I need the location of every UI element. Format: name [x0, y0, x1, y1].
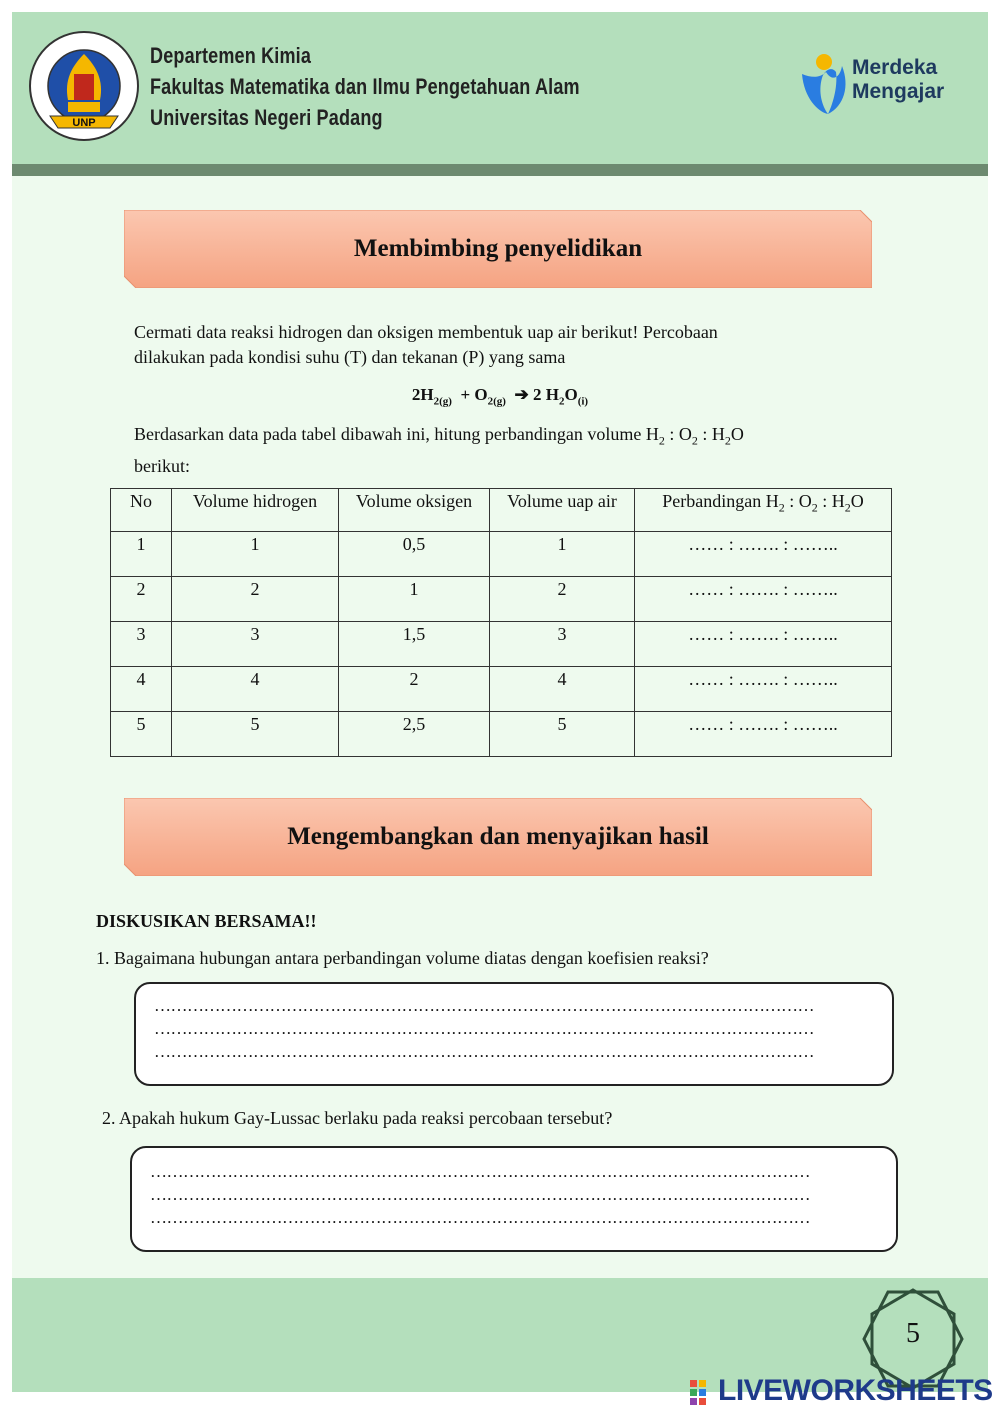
cell-no: 3 — [111, 622, 172, 667]
cell-oxygen: 2,5 — [339, 712, 490, 757]
cell-no: 4 — [111, 667, 172, 712]
q-part-b: : O — [664, 424, 692, 444]
cell-vapor: 2 — [490, 577, 635, 622]
question-2: 2. Apakah hukum Gay-Lussac berlaku pada reaksi percobaan tersebut? — [102, 1108, 613, 1128]
col-vapor: Volume uap air — [490, 489, 635, 532]
ratio-sub-1: 2 — [778, 500, 785, 515]
cell-hydrogen: 5 — [172, 712, 339, 757]
volume-table — [110, 488, 892, 757]
answer-line: ………………………………………………………………………………………………………… — [154, 996, 814, 1015]
header-divider — [12, 164, 988, 176]
cell-hydrogen: 1 — [172, 532, 339, 577]
liveworksheets-logo-icon — [690, 1378, 716, 1406]
cell-ratio-answer[interactable]: …… : ……. : …….. — [635, 622, 892, 667]
section-title: Mengembangkan dan menyajikan hasil — [287, 823, 709, 850]
ratio-h-c: : H — [817, 491, 845, 511]
col-no: No — [111, 489, 172, 532]
cell-oxygen: 1 — [339, 577, 490, 622]
institution-name — [150, 40, 580, 133]
eq-o2: + O — [460, 385, 488, 404]
header — [12, 12, 988, 164]
cell-oxygen: 0,5 — [339, 532, 490, 577]
eq-sub-2: 2(g) — [487, 395, 506, 408]
reaction-equation — [12, 385, 988, 407]
brand-line-2: Mengajar — [852, 80, 945, 103]
ratio-sub-3: 2 — [844, 500, 851, 515]
page — [12, 12, 988, 1392]
intro-text — [134, 320, 718, 370]
cell-vapor: 1 — [490, 532, 635, 577]
cell-vapor: 3 — [490, 622, 635, 667]
department-line: Departemen Kimia — [150, 43, 312, 68]
faculty-line: Fakultas Matematika dan Ilmu Pengetahuan Alam — [150, 74, 580, 99]
question-line-1 — [134, 422, 744, 454]
table-row — [111, 577, 892, 622]
eq-sub-1: 2(g) — [433, 395, 452, 408]
unp-logo-icon — [28, 30, 140, 142]
cell-no: 1 — [111, 532, 172, 577]
table-row — [111, 667, 892, 712]
col-oxygen: Volume oksigen — [339, 489, 490, 532]
cell-oxygen: 1,5 — [339, 622, 490, 667]
ratio-h-d: O — [850, 491, 864, 511]
merdeka-mengajar-label — [852, 56, 944, 104]
question-1: 1. Bagaimana hubungan antara perbandingan volume diatas dengan koefisien reaksi? — [96, 948, 709, 968]
q-part-a: Berdasarkan data pada tabel dibawah ini, hitung perbandingan volume H — [134, 424, 659, 444]
cell-ratio-answer[interactable]: …… : ……. : …….. — [635, 712, 892, 757]
q-part-d: O — [730, 424, 744, 444]
ratio-h-a: Perbandingan H — [662, 491, 779, 511]
table-row — [111, 532, 892, 577]
arrow-icon: ➔ — [514, 385, 529, 404]
answer-line: ………………………………………………………………………………………………………… — [154, 1042, 814, 1061]
answer-box-2[interactable] — [130, 1146, 898, 1252]
section-title: Membimbing penyelidikan — [353, 235, 643, 262]
q-sub-1: 2 — [658, 433, 665, 448]
page-number: 5 — [906, 1318, 920, 1349]
ratio-h-b: : O — [784, 491, 812, 511]
table-header-row — [111, 489, 892, 532]
ratio-sub-2: 2 — [811, 500, 818, 515]
cell-ratio-answer[interactable]: …… : ……. : …….. — [635, 532, 892, 577]
cell-hydrogen: 3 — [172, 622, 339, 667]
intro-line-2: dilakukan pada kondisi suhu (T) dan tekanan (P) yang sama — [134, 347, 566, 367]
discuss-heading: DISKUSIKAN BERSAMA!! — [96, 911, 317, 931]
answer-line: ………………………………………………………………………………………………………… — [150, 1208, 810, 1227]
question-line-2: berikut: — [134, 455, 190, 476]
cell-hydrogen: 2 — [172, 577, 339, 622]
cell-no: 2 — [111, 577, 172, 622]
eq-sub-3: 2 — [558, 395, 565, 408]
col-ratio — [635, 489, 892, 532]
logo-unp-label: UNP — [72, 117, 96, 129]
cell-ratio-answer[interactable]: …… : ……. : …….. — [635, 577, 892, 622]
section-banner-investigation — [124, 210, 872, 288]
eq-o: O — [564, 385, 578, 404]
question-text — [134, 422, 744, 479]
eq-h2o: 2 H — [532, 385, 559, 404]
cell-no: 5 — [111, 712, 172, 757]
answer-line: ………………………………………………………………………………………………………… — [150, 1185, 810, 1204]
answer-line: ………………………………………………………………………………………………………… — [150, 1162, 810, 1181]
answer-line: ………………………………………………………………………………………………………… — [154, 1019, 814, 1038]
intro-line-1: Cermati data reaksi hidrogen dan oksigen membentuk uap air berikut! Percobaan — [134, 322, 718, 342]
eq-sub-4: (i) — [577, 395, 589, 408]
q-part-c: : H — [697, 424, 725, 444]
section-banner-results — [124, 798, 872, 876]
university-line: Universitas Negeri Padang — [150, 105, 383, 130]
q-sub-3: 2 — [724, 433, 731, 448]
cell-oxygen: 2 — [339, 667, 490, 712]
brand-line-1: Merdeka — [852, 56, 938, 79]
q-sub-2: 2 — [691, 433, 698, 448]
cell-vapor: 4 — [490, 667, 635, 712]
cell-ratio-answer[interactable]: …… : ……. : …….. — [635, 667, 892, 712]
cell-hydrogen: 4 — [172, 667, 339, 712]
table-row — [111, 622, 892, 667]
eq-h2: 2H — [411, 385, 434, 404]
col-hydrogen: Volume hidrogen — [172, 489, 339, 532]
cell-vapor: 5 — [490, 712, 635, 757]
table-row — [111, 712, 892, 757]
liveworksheets-watermark: LIVEWORKSHEETS — [718, 1374, 993, 1407]
answer-box-1[interactable] — [134, 982, 894, 1086]
